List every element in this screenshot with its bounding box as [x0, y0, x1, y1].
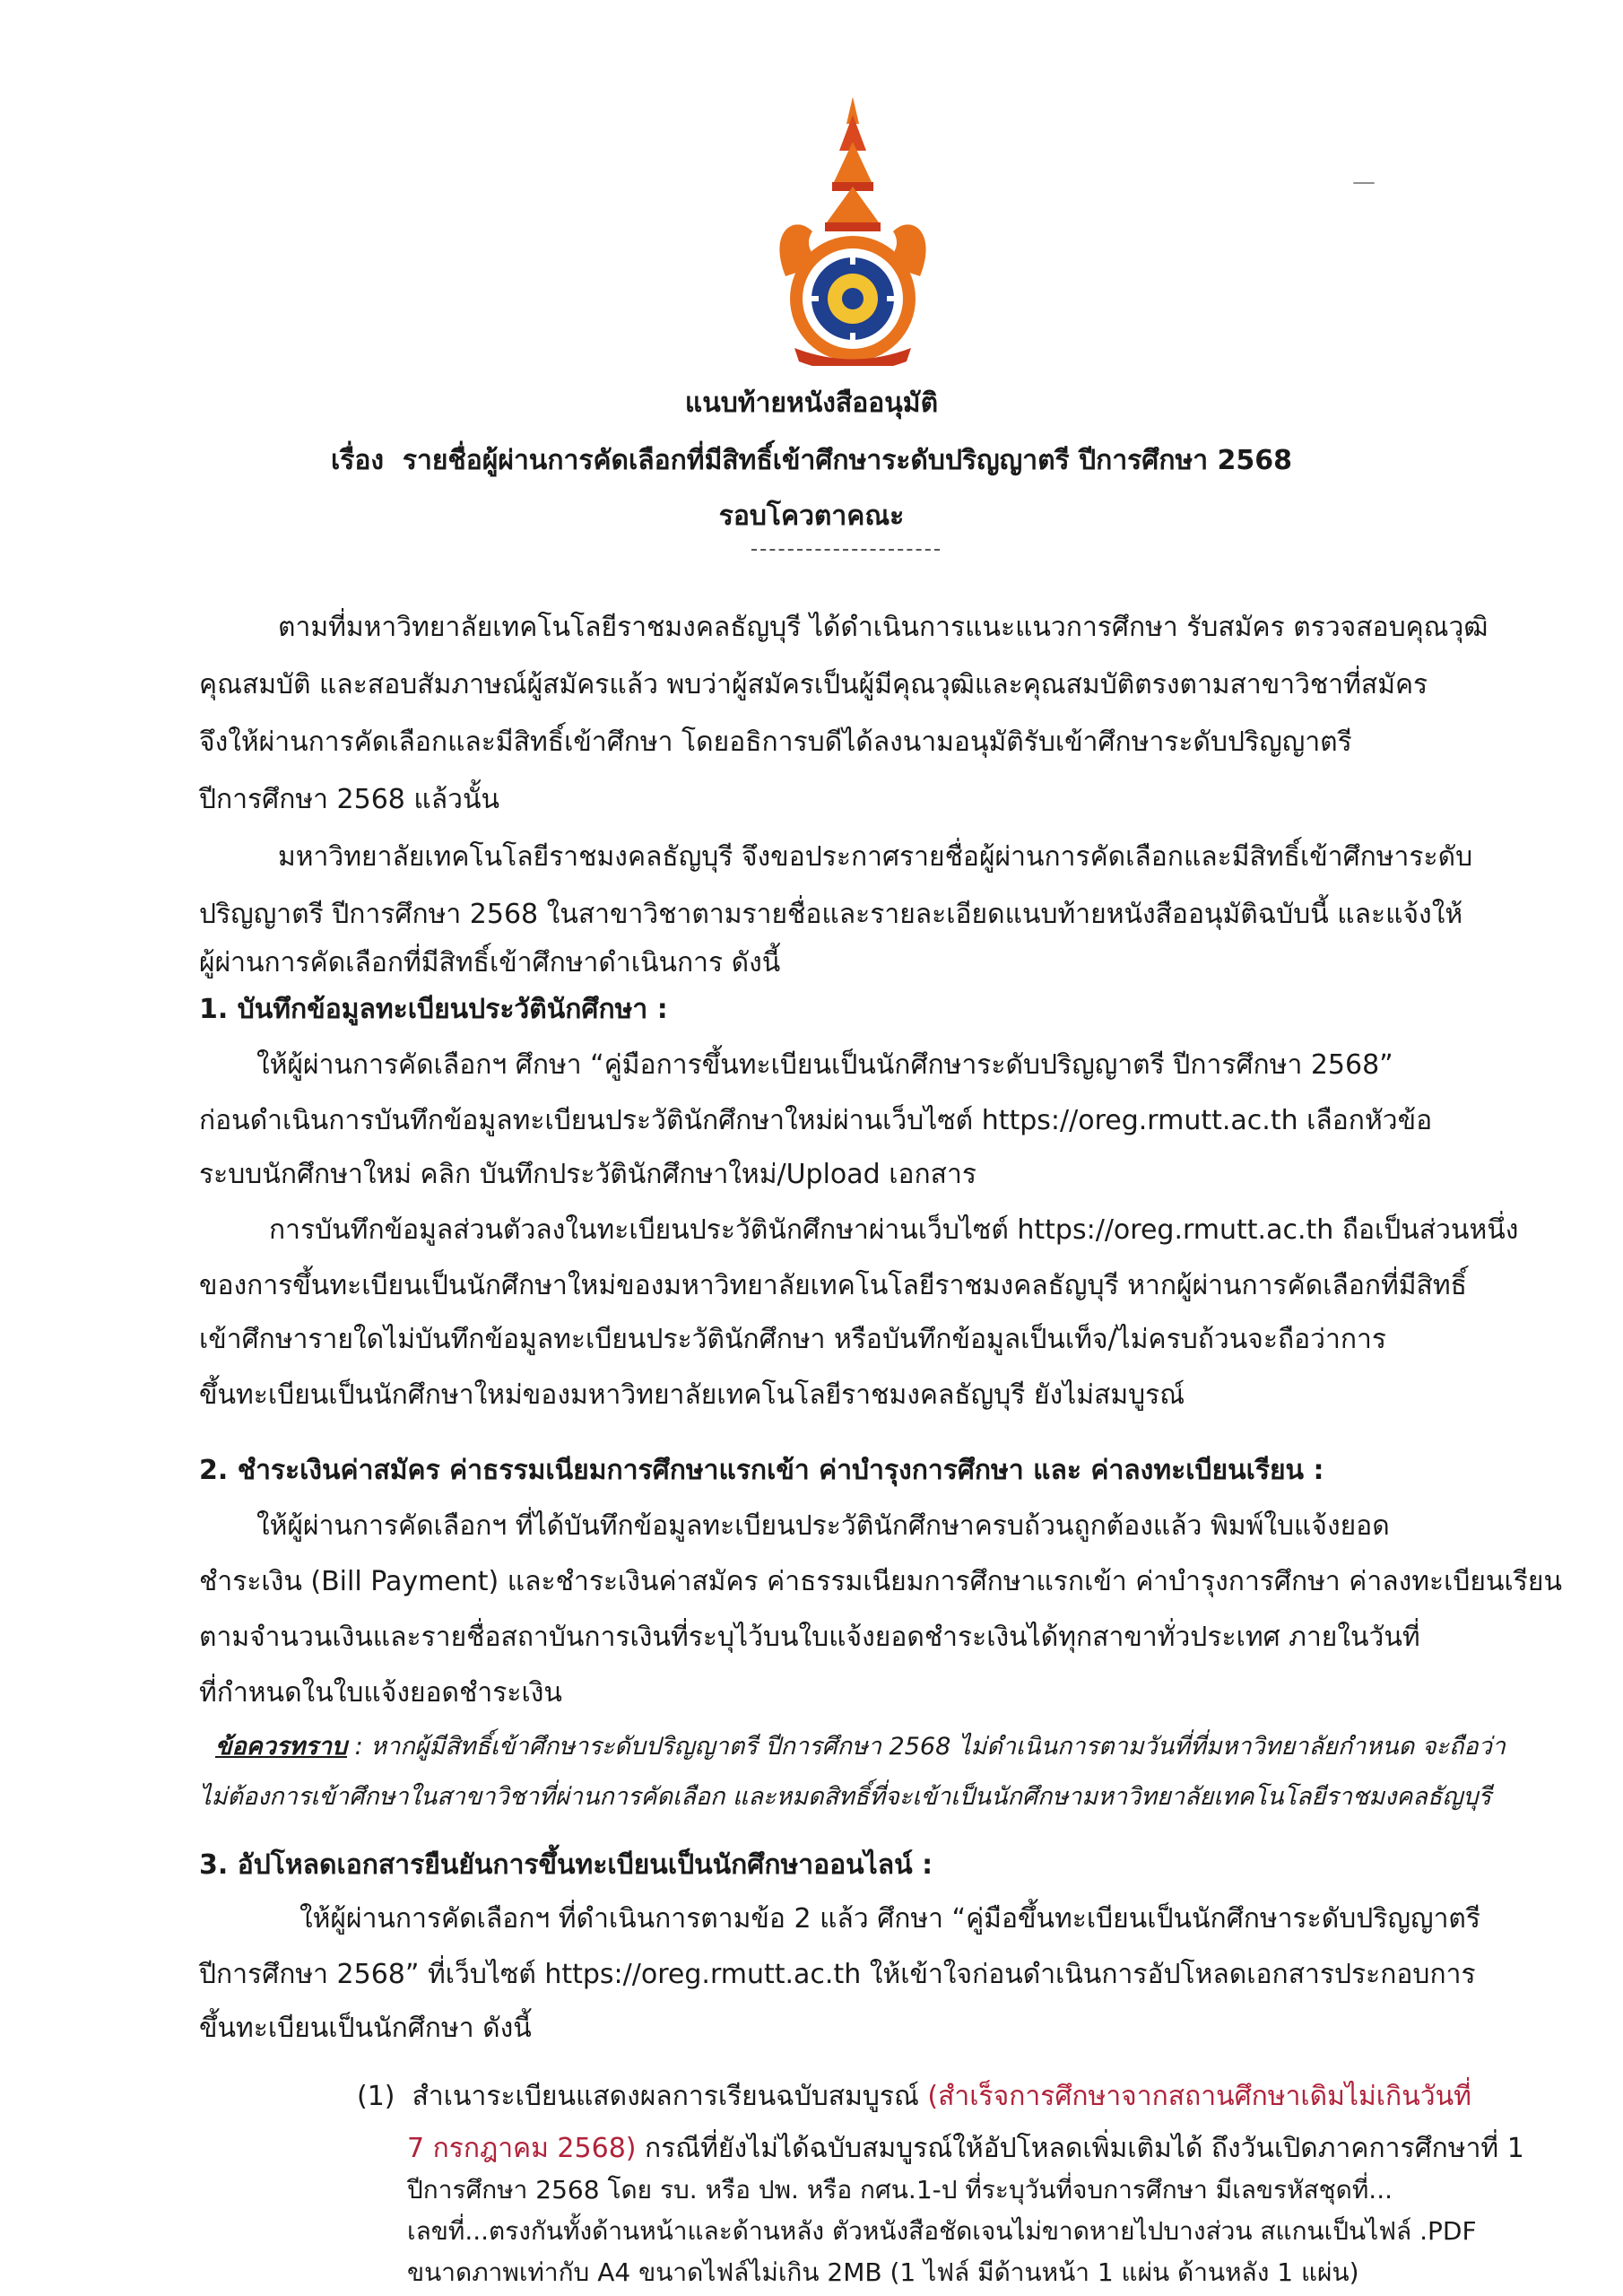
section3-line: ให้ผู้ผ่านการคัดเลือกฯ ที่ดำเนินการตามข้อ 2 แล้ว ศึกษา “คู่มือขึ้นทะเบียนเป็นนักศึกษาระดับปริญญาตรี	[299, 1903, 1481, 1935]
item1-red-date: 7 กรกฎาคม 2568)	[407, 2133, 637, 2164]
section1-line: ขึ้นทะเบียนเป็นนักศึกษาใหม่ของมหาวิทยาลัยเทคโนโลยีราชมงคลธัญบุรี ยังไม่สมบูรณ์	[199, 1379, 1185, 1411]
section1-line: ระบบนักศึกษาใหม่ คลิก บันทึกประวัตินักศึกษาใหม่/Upload เอกสาร	[199, 1159, 976, 1190]
university-emblem-icon	[750, 97, 956, 366]
document-round: รอบโควตาคณะ	[718, 500, 905, 532]
intro-line: มหาวิทยาลัยเทคโนโลยีราชมงคลธัญบุรี จึงขอประกาศรายชื่อผู้ผ่านการคัดเลือกและมีสิทธิ์เข้าศึกษาระดับ	[278, 841, 1473, 873]
intro-line: จึงให้ผ่านการคัดเลือกและมีสิทธิ์เข้าศึกษา โดยอธิการบดีได้ลงนามอนุมัติรับเข้าศึกษาระดับปริญญาตรี	[199, 726, 1352, 758]
section1-line: เข้าศึกษารายใดไม่บันทึกข้อมูลทะเบียนประวัตินักศึกษา หรือบันทึกข้อมูลเป็นเท็จ/ไม่ครบถ้วนจะถือว่าการ	[199, 1324, 1386, 1355]
section2-line: ตามจำนวนเงินและรายชื่อสถาบันการเงินที่ระบุไว้บนใบแจ้งยอดชำระเงินได้ทุกสาขาทั่วประเทศ ภายในวันที่	[199, 1622, 1420, 1653]
section1-line: การบันทึกข้อมูลส่วนตัวลงในทะเบียนประวัตินักศึกษาผ่านเว็บไซต์ https://oreg.rmutt.ac.th ถือเป็นส่วนหนึ่ง	[269, 1214, 1519, 1246]
item1-first-line	[357, 2079, 1471, 2115]
section3-line: ปีการศึกษา 2568” ที่เว็บไซต์ https://oreg.rmutt.ac.th ให้เข้าใจก่อนดำเนินการอัปโหลดเอกสารประกอบการ	[199, 1959, 1476, 1990]
document-subject	[0, 443, 1623, 479]
section2-note	[215, 1729, 1506, 1765]
subject-text: รายชื่อผู้ผ่านการคัดเลือกที่มีสิทธิ์เข้าศึกษาระดับปริญญาตรี ปีการศึกษา 2568	[402, 445, 1293, 476]
item1-text-b: กรณีที่ยังไม่ได้ฉบับสมบูรณ์ให้อัปโหลดเพิ่มเติมได้ ถึงวันเปิดภาคการศึกษาที่ 1	[645, 2133, 1524, 2164]
item1-line: ปีการศึกษา 2568 โดย รบ. หรือ ปพ. หรือ กศน.1-ป ที่ระบุวันที่จบการศึกษา มีเลขรหัสชุดที่...	[407, 2175, 1393, 2205]
item1-line: ขนาดภาพเท่ากับ A4 ขนาดไฟล์ไม่เกิน 2MB (1 ไฟล์ มีด้านหน้า 1 แผ่น ด้านหลัง 1 แผ่น)	[407, 2257, 1359, 2287]
section3-heading: 3. อัปโหลดเอกสารยืนยันการขึ้นทะเบียนเป็นนักศึกษาออนไลน์ :	[199, 1849, 933, 1881]
scan-mark: —	[1352, 169, 1376, 196]
section2-line: ให้ผู้ผ่านการคัดเลือกฯ ที่ได้บันทึกข้อมูลทะเบียนประวัตินักศึกษาครบถ้วนถูกต้องแล้ว พิมพ์ใบแจ้งยอด	[256, 1510, 1390, 1542]
intro-line: ปริญญาตรี ปีการศึกษา 2568 ในสาขาวิชาตามรายชื่อและรายละเอียดแนบท้ายหนังสืออนุมัติฉบับนี้ และแจ้งให้	[199, 899, 1463, 930]
note-text: : หากผู้มีสิทธิ์เข้าศึกษาระดับปริญญาตรี ปีการศึกษา 2568 ไม่ดำเนินการตามวันที่ที่มหาวิทยาลัยกำหนด จะถือว่า	[354, 1733, 1506, 1761]
document-title: แนบท้ายหนังสืออนุมัติ	[684, 387, 939, 419]
item1-second-line	[407, 2131, 1524, 2167]
intro-line: คุณสมบัติ และสอบสัมภาษณ์ผู้สมัครแล้ว พบว่าผู้สมัครเป็นผู้มีคุณวุฒิและคุณสมบัติตรงตามสาขาวิชาที่สมัคร	[199, 669, 1428, 700]
section1-line: ก่อนดำเนินการบันทึกข้อมูลทะเบียนประวัตินักศึกษาใหม่ผ่านเว็บไซต์ https://oreg.rmutt.ac.th เลือกหัวข้อ	[199, 1105, 1433, 1136]
section2-line: ที่กำหนดในใบแจ้งยอดชำระเงิน	[199, 1677, 562, 1709]
section2-line: ชำระเงิน (Bill Payment) และชำระเงินค่าสมัคร ค่าธรรมเนียมการศึกษาแรกเข้า ค่าบำรุงการศึกษา ค่าลงทะเบียนเรียน	[199, 1566, 1562, 1597]
section2-note-line: ไม่ต้องการเข้าศึกษาในสาขาวิชาที่ผ่านการคัดเลือก และหมดสิทธิ์ที่จะเข้าเป็นนักศึกษามหาวิทยาลัยเทคโนโลยีราชมงคลธัญบุรี	[199, 1783, 1491, 1811]
item1-number: (1)	[357, 2081, 395, 2112]
intro-line: ตามที่มหาวิทยาลัยเทคโนโลยีราชมงคลธัญบุรี ได้ดำเนินการแนะแนวการศึกษา รับสมัคร ตรวจสอบคุณวุฒิ	[278, 612, 1488, 643]
title-separator	[751, 549, 940, 551]
item1-red-text: (สำเร็จการศึกษาจากสถานศึกษาเดิมไม่เกินวันที่	[927, 2081, 1471, 2112]
section1-line: ของการขึ้นทะเบียนเป็นนักศึกษาใหม่ของมหาวิทยาลัยเทคโนโลยีราชมงคลธัญบุรี หากผู้ผ่านการคัดเลือกที่มีสิทธิ์	[199, 1270, 1467, 1301]
section1-line: ให้ผู้ผ่านการคัดเลือกฯ ศึกษา “คู่มือการขึ้นทะเบียนเป็นนักศึกษาระดับปริญญาตรี ปีการศึกษา 2568”	[256, 1049, 1393, 1081]
section3-line: ขึ้นทะเบียนเป็นนักศึกษา ดังนี้	[199, 2013, 532, 2044]
item1-line: เลขที่...ตรงกันทั้งด้านหน้าและด้านหลัง ตัวหนังสือชัดเจนไม่ขาดหายไปบางส่วน สแกนเป็นไฟล์ .PDF	[407, 2216, 1477, 2246]
note-label: ข้อควรทราบ	[215, 1733, 347, 1761]
subject-label: เรื่อง	[330, 445, 384, 476]
item1-text: สำเนาระเบียนแสดงผลการเรียนฉบับสมบูรณ์	[412, 2081, 919, 2112]
intro-line: ปีการศึกษา 2568 แล้วนั้น	[199, 784, 499, 815]
section1-heading: 1. บันทึกข้อมูลทะเบียนประวัตินักศึกษา :	[199, 994, 668, 1025]
section2-heading: 2. ชำระเงินค่าสมัคร ค่าธรรมเนียมการศึกษาแรกเข้า ค่าบำรุงการศึกษา และ ค่าลงทะเบียนเรียน :	[199, 1455, 1324, 1486]
intro-line: ผู้ผ่านการคัดเลือกที่มีสิทธิ์เข้าศึกษาดำเนินการ ดังนี้	[199, 947, 781, 978]
